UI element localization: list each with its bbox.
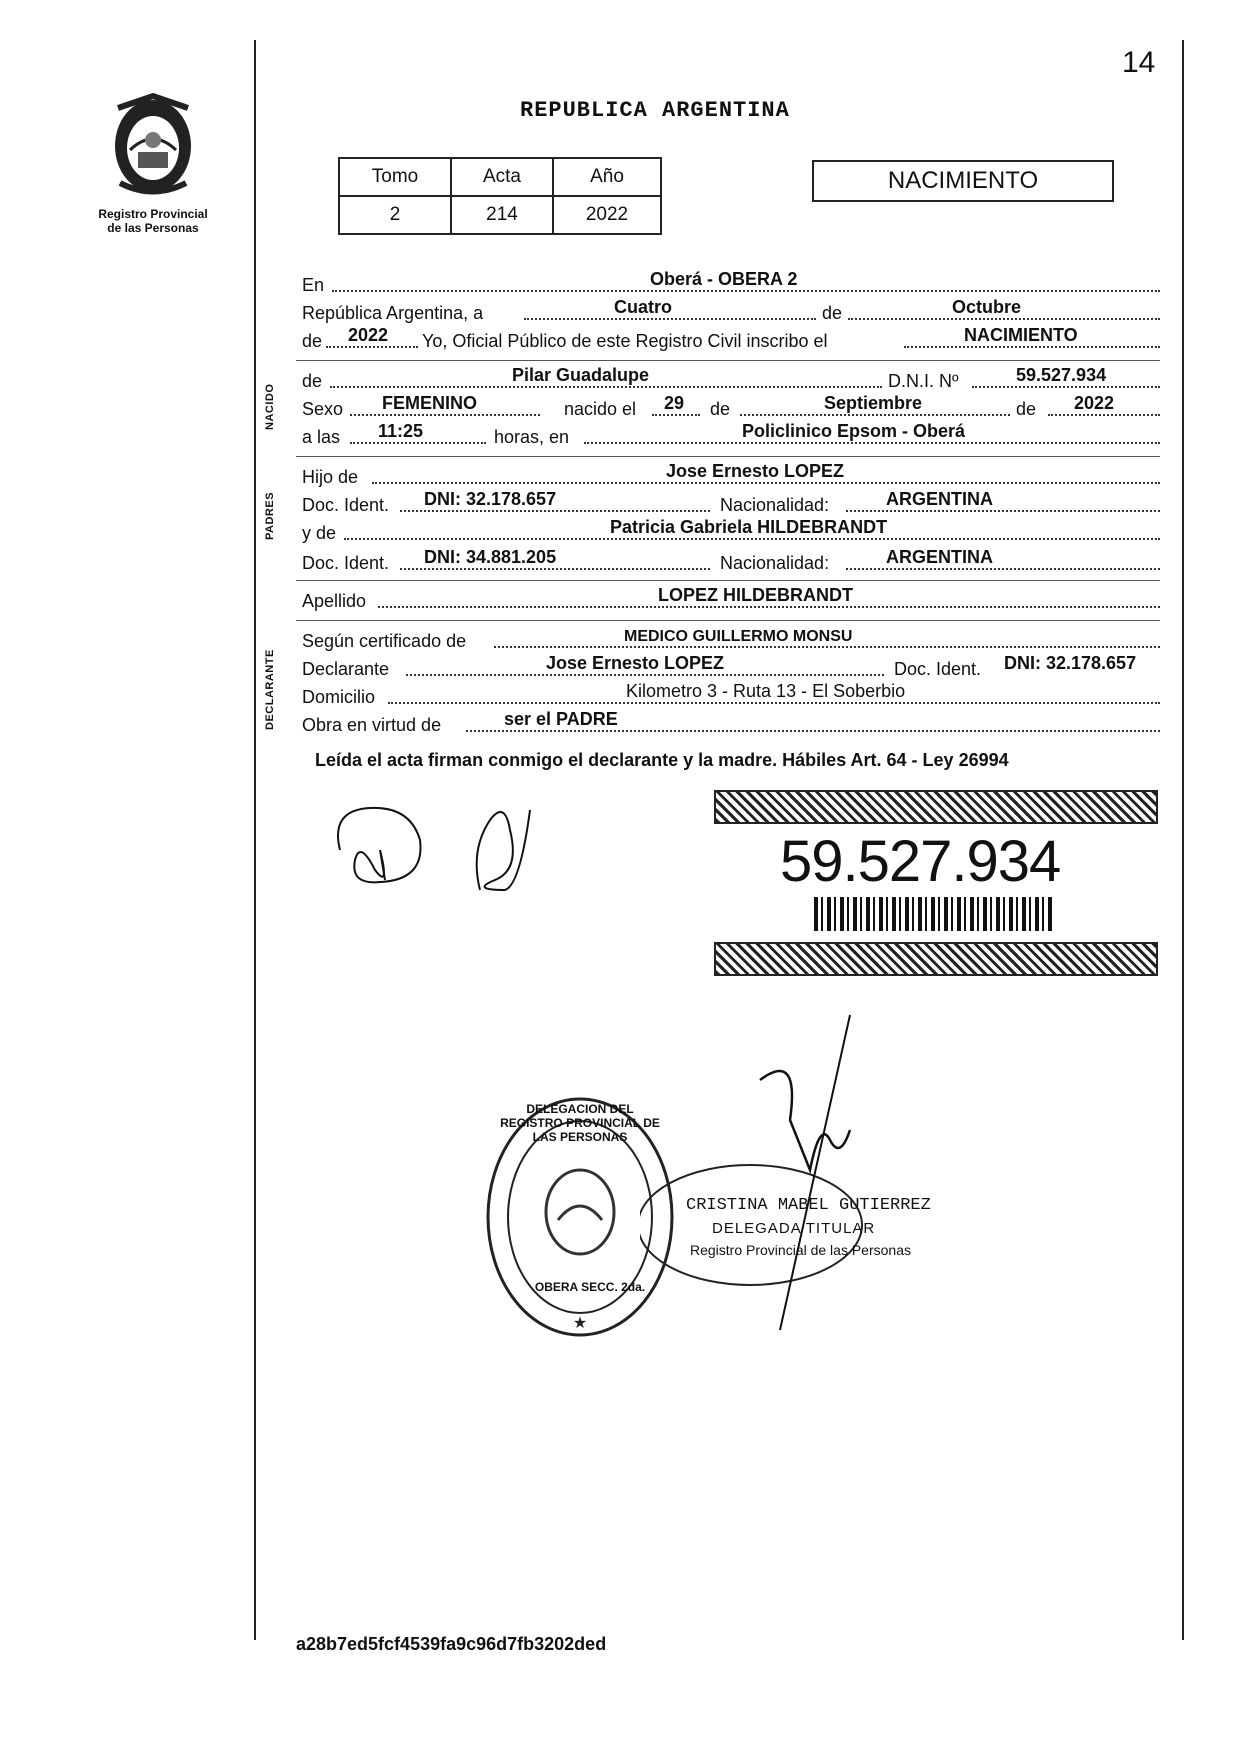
row-domicilio xyxy=(302,680,1160,708)
label-de-anio: de xyxy=(302,331,323,351)
side-label-nacido: NACIDO xyxy=(264,383,276,430)
value-madre-doc: DNI: 34.881.205 xyxy=(424,547,557,567)
page-title: REPUBLICA ARGENTINA xyxy=(520,98,790,123)
header-anio: Año xyxy=(553,158,661,196)
row-madre-doc xyxy=(302,546,1160,574)
row-padre xyxy=(302,460,1160,488)
legal-text: Leída el acta firman conmigo el declarante y la madre. Hábiles Art. 64 - Ley 26994 xyxy=(315,750,1009,770)
label-alas: a las xyxy=(302,427,341,447)
stamp-number: 59.527.934 xyxy=(780,829,1061,894)
label-de-mes: de xyxy=(822,303,843,323)
row-inscribo xyxy=(302,324,1160,352)
value-domicilio: Kilometro 3 - Ruta 13 - El Soberbio xyxy=(626,681,906,701)
page-number: 14 xyxy=(1122,46,1156,79)
side-label-declarante: DECLARANTE xyxy=(264,649,276,730)
barcode xyxy=(814,897,1054,931)
row-declarante xyxy=(302,652,1160,680)
label-horas: horas, en xyxy=(494,427,570,447)
divider xyxy=(296,360,1160,361)
label-declarante: Declarante xyxy=(302,659,390,679)
label-nac-padre: Nacionalidad: xyxy=(720,495,830,515)
value-declarante: Jose Ernesto LOPEZ xyxy=(546,653,725,673)
document-hash: a28b7ed5fcf4539fa9c96d7fb3202ded xyxy=(296,1634,607,1654)
value-dni: 59.527.934 xyxy=(1016,365,1107,385)
value-tomo: 2 xyxy=(339,196,451,234)
official-name: CRISTINA MABEL GUTIERREZ xyxy=(686,1196,931,1215)
logo-caption-line1: Registro Provincial xyxy=(98,207,208,221)
value-lugar: Policlinico Epsom - Oberá xyxy=(742,421,966,441)
label-yde: y de xyxy=(302,523,337,543)
row-padre-doc xyxy=(302,488,1160,516)
value-padre-nac: ARGENTINA xyxy=(886,489,993,509)
value-nombre: Pilar Guadalupe xyxy=(512,365,650,385)
value-decl-doc: DNI: 32.178.657 xyxy=(1004,653,1137,673)
seal-ring-text: DELEGACION DEL REGISTRO PROVINCIAL DE LAS PERSONAS xyxy=(500,1102,660,1144)
value-anio: 2022 xyxy=(553,196,661,234)
value-anio-inscripcion: 2022 xyxy=(348,325,389,345)
value-padre: Jose Ernesto LOPEZ xyxy=(666,461,845,481)
registry-logo xyxy=(88,88,218,235)
value-apellido: LOPEZ HILDEBRANDT xyxy=(658,585,853,605)
label-apellido: Apellido xyxy=(302,591,367,611)
security-pattern-top xyxy=(714,790,1158,824)
divider xyxy=(296,580,1160,581)
row-en xyxy=(302,268,1160,296)
value-certificado: MEDICO GUILLERMO MONSU xyxy=(624,628,853,645)
value-nac-anio: 2022 xyxy=(1074,393,1115,413)
right-margin-line xyxy=(1182,40,1184,1640)
signature-declarante xyxy=(320,790,580,910)
label-doc-padre: Doc. Ident. xyxy=(302,495,390,515)
reference-table xyxy=(338,157,662,235)
left-margin-line xyxy=(254,40,256,1640)
label-republica: República Argentina, a xyxy=(302,303,484,323)
label-doc-madre: Doc. Ident. xyxy=(302,553,390,573)
value-en: Oberá - OBERA 2 xyxy=(650,269,798,289)
label-nac-de2: de xyxy=(1016,399,1037,419)
value-padre-doc: DNI: 32.178.657 xyxy=(424,489,557,509)
row-fecha xyxy=(302,296,1160,324)
row-certificado xyxy=(302,624,1160,652)
official-signature xyxy=(640,1010,940,1340)
coat-of-arms-icon xyxy=(98,88,208,198)
label-obra: Obra en virtud de xyxy=(302,715,442,735)
side-label-padres: PADRES xyxy=(264,491,276,540)
value-sexo: FEMENINO xyxy=(382,393,478,413)
label-sexo: Sexo xyxy=(302,399,344,419)
official-role: DELEGADA TITULAR xyxy=(712,1220,876,1237)
value-mes: Octubre xyxy=(952,297,1022,317)
divider xyxy=(296,620,1160,621)
row-obra xyxy=(302,708,1160,736)
value-inscribo: NACIMIENTO xyxy=(964,325,1078,345)
row-apellido xyxy=(302,584,1160,612)
seal-bottom-text: OBERA SECC. 2da. xyxy=(534,1280,646,1294)
label-certificado: Según certificado de xyxy=(302,631,467,651)
label-nac-de: de xyxy=(710,399,731,419)
label-hijo: Hijo de xyxy=(302,467,359,487)
value-dia: Cuatro xyxy=(614,297,672,317)
value-madre-nac: ARGENTINA xyxy=(886,547,993,567)
row-madre xyxy=(302,516,1160,544)
label-decl-doc: Doc. Ident. xyxy=(894,659,982,679)
document-type-box: NACIMIENTO xyxy=(812,160,1114,202)
row-hora xyxy=(302,420,1160,448)
security-pattern-bottom xyxy=(714,942,1158,976)
value-nac-mes: Septiembre xyxy=(824,393,923,413)
header-acta: Acta xyxy=(451,158,553,196)
value-madre: Patricia Gabriela HILDEBRANDT xyxy=(610,517,888,537)
label-yo: Yo, Oficial Público de este Registro Civil inscribo el xyxy=(422,331,828,351)
row-nombre xyxy=(302,364,1160,392)
official-office: Registro Provincial de las Personas xyxy=(690,1242,911,1258)
label-nac-madre: Nacionalidad: xyxy=(720,553,830,573)
label-nacido: nacido el xyxy=(564,399,637,419)
label-nombre: de xyxy=(302,371,323,391)
logo-caption-line2: de las Personas xyxy=(107,221,199,235)
value-hora: 11:25 xyxy=(378,421,424,441)
row-sexo xyxy=(302,392,1160,420)
svg-text:★: ★ xyxy=(572,1315,588,1332)
value-obra: ser el PADRE xyxy=(504,709,618,729)
label-dni: D.N.I. Nº xyxy=(888,371,959,391)
value-nac-dia: 29 xyxy=(664,393,685,413)
label-en: En xyxy=(302,275,325,295)
label-domicilio: Domicilio xyxy=(302,687,376,707)
divider xyxy=(296,456,1160,457)
value-acta: 214 xyxy=(451,196,553,234)
header-tomo: Tomo xyxy=(339,158,451,196)
